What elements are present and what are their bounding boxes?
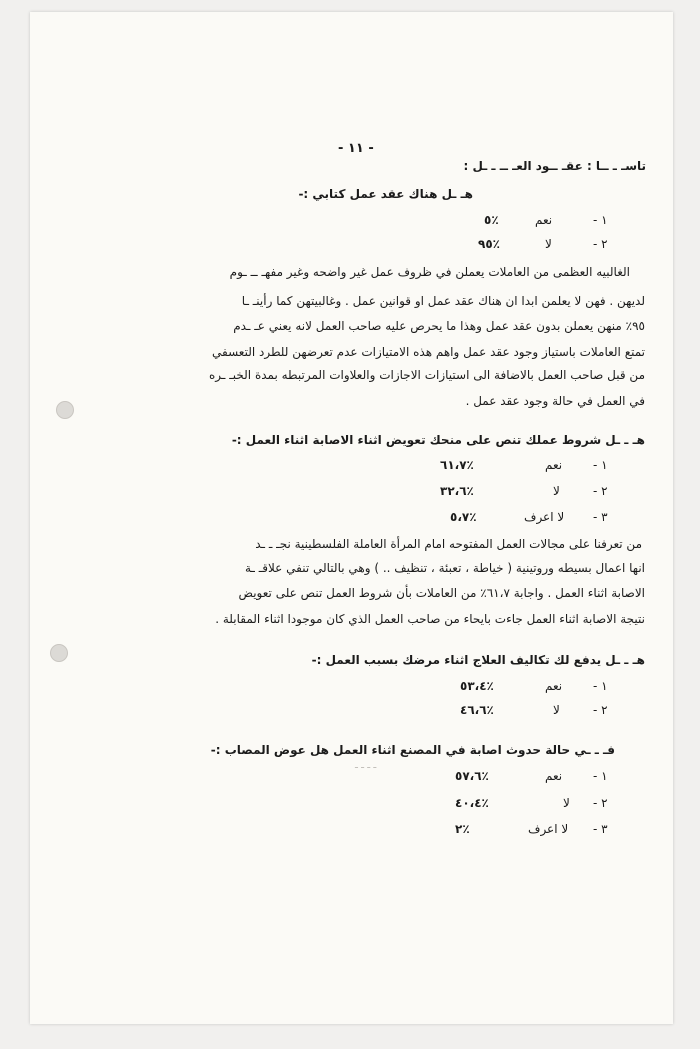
q2-option-1-label: نعم: [545, 458, 563, 472]
q3-option-2-label: لا: [553, 703, 560, 717]
paragraph-1-line-4: تمتع العاملات باستياز وجود عقد عمل واهم هذه الامتيازات عدم تعرضهن للطرد التعسفي: [212, 345, 645, 359]
q1-option-2-label: لا: [545, 237, 552, 251]
question-treatment-costs: هـ ـ ـل يدفع لك تكاليف العلاج اثناء مرضك بسبب العمل :-: [311, 653, 645, 667]
question-injury-compensation: هـ ـ ـل شروط عملك تنص على منحك تعويض اثناء الاصابة اثناء العمل :-: [231, 433, 645, 447]
paragraph-1-line-3: ٩٥٪ منهن يعملن بدون عقد عمل وهذا ما يحرص عليه صاحب العمل لانه يعني عـ ـدم: [233, 319, 645, 333]
section-title: تاسـ ـ ــا : عقـ ــود العـ ــ ـ ـل :: [463, 159, 646, 173]
q4-option-1-label: نعم: [545, 769, 563, 783]
paragraph-1-line-1: الغالبيه العظمى من العاملات يعملن في ظروف عمل غير واضحه وغير مفهـ ــ ـوم: [229, 265, 630, 279]
q3-option-2-pct: ٪٤٦،٦: [460, 703, 494, 717]
punch-hole-bottom: [50, 644, 68, 662]
q3-option-1-label: نعم: [545, 679, 563, 693]
q4-option-3-label: لا اعرف: [528, 822, 569, 836]
q1-option-2-num: ٢ -: [593, 237, 608, 251]
faint-ghost-text: ـ ـ ـ ـ: [355, 760, 377, 771]
paragraph-1-line-6: في العمل في حالة وجود عقد عمل .: [465, 394, 645, 408]
punch-hole-top: [56, 401, 74, 419]
q4-option-3-num: ٣ -: [593, 822, 608, 836]
q3-option-1-pct: ٪٥٣،٤: [460, 679, 494, 693]
q2-option-2-label: لا: [553, 484, 560, 498]
paragraph-2-line-2: انها اعمال بسيطه وروتينية ( خياطة ، تعبئة ، تنظيف .. ) وهي بالتالي تنفي علاقـ ـة: [244, 561, 645, 575]
paragraph-2-line-4: نتيجة الاصابة اثناء العمل جاءت بايحاء من صاحب العمل الذي كان موجودا اثناء المقابلة .: [215, 612, 645, 626]
paragraph-1-line-5: من قبل صاحب العمل بالاضافة الى استيازات الاجازات والعلاوات المرتبطه بمدة الخبـ ـره: [209, 368, 645, 382]
q1-option-2-pct: ٪٩٥: [478, 237, 500, 251]
q2-option-2-num: ٢ -: [593, 484, 608, 498]
q3-option-2-num: ٢ -: [593, 703, 608, 717]
paragraph-1-line-2: لديهن . فهن لا يعلمن ابدا ان هناك عقد عمل او قوانين عمل . وغالبيتهن كما رأينـ ـا: [241, 294, 645, 308]
paragraph-2-line-3: الاصابة اثناء العمل . واجابة ٦١،٧٪ من العاملات بأن شروط العمل تنص على تعويض: [238, 586, 645, 600]
q4-option-1-pct: ٪٥٧،٦: [455, 769, 489, 783]
q2-option-2-pct: ٪٣٢،٦: [440, 484, 474, 498]
page-number: - ١١ -: [338, 141, 374, 156]
q2-option-3-num: ٣ -: [593, 510, 608, 524]
q2-option-1-pct: ٪٦١،٧: [440, 458, 474, 472]
q2-option-1-num: ١ -: [593, 458, 608, 472]
q2-option-3-label: لا اعرف: [524, 510, 565, 524]
q4-option-2-label: لا: [563, 796, 570, 810]
q4-option-2-pct: ٪٤٠،٤: [455, 796, 489, 810]
q1-option-1-label: نعم: [535, 213, 553, 227]
question-injury-compensated: فـ ـ ـي حالة حدوث اصابة في المصنع اثناء العمل هل عوض المصاب :-: [210, 743, 615, 757]
paragraph-2-line-1: من تعرفنا على مجالات العمل المفتوحه امام المرأة العاملة الفلسطينية نجـ ـ ـد: [255, 537, 642, 551]
q4-option-2-num: ٢ -: [593, 796, 608, 810]
q1-option-1-pct: ٪٥: [484, 213, 499, 227]
q1-option-1-num: ١ -: [593, 213, 608, 227]
q4-option-3-pct: ٪٢: [455, 822, 470, 836]
question-written-contract: هـ ـل هناك عقد عمل كتابي :-: [298, 187, 473, 201]
q3-option-1-num: ١ -: [593, 679, 608, 693]
q2-option-3-pct: ٪٥،٧: [450, 510, 477, 524]
q4-option-1-num: ١ -: [593, 769, 608, 783]
